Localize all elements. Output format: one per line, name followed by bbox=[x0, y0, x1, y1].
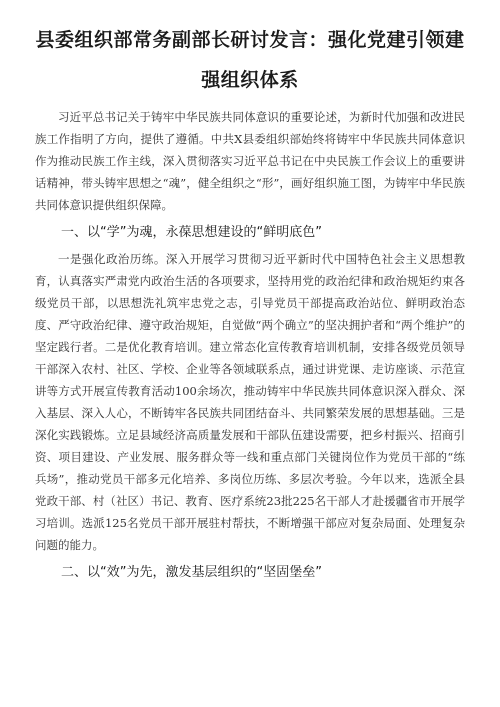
section-heading-2: 二、以“效”为先，激发基层组织的“坚固堡垒” bbox=[61, 565, 322, 580]
section-1-paragraph: 一是强化政治历练。深入开展学习贯彻习近平新时代中国特色社会主义思想教育，认真落实严肃党内政治生活的各项要求，坚持用党的政治纪律和政治规矩约束各级党员干部，以思想洗礼筑牢忠党之志，引导党员干部提高政治站位、鲜明政治态度、严守政治纪律、遵守政治规矩，自觉做“两个确立”的坚决拥护者和“两个维护”的坚定践行者。二是优化教育培训。建立常态化宣传教育培训机制，安排各级党员领导干部深入农村、社区、学校、企业等各领域联系点，通过讲党课、走访座谈、示范宣讲等方式开展宣传教育活动100余场次，推动铸牢中华民族共同体意识深入群众、深入基层、深入人心，不断铸牢各民族共同团结奋斗、共同繁荣发展的思想基础。三是深化实践锻炼。立足县域经济高质量发展和干部队伍建设需要，把乡村振兴、招商引资、项目建设、产业发展、服务群众等一线和重点部门关键岗位作为党员干部的“练兵场”，推动党员干部多元化培养、多岗位历练、多层次考验。今年以来，选派全县党政干部、村（社区）书记、教育、医疗系统23批225名干部人才赴援疆省市开展学习培训。选派125名党员干部开展驻村帮扶，不断增强干部应对复杂局面、处理复杂问题的能力。 bbox=[35, 252, 465, 552]
document-title: 县委组织部常务副部长研讨发言：强化党建引领建强组织体系 bbox=[35, 29, 465, 91]
section-heading-1: 一、以“学”为魂，永葆思想建设的“鲜明底色” bbox=[61, 225, 322, 240]
intro-paragraph: 习近平总书记关于铸牢中华民族共同体意识的重要论述，为新时代加强和改进民族工作指明了方向，提供了遵循。中共X县委组织部始终将铸牢中华民族共同体意识作为推动民族工作主线，深入贯彻落实习近平总书记在中央民族工作会议上的重要讲话精神，带头铸牢思想之“魂”，健全组织之“形”，画好组织施工图，为铸牢中华民族共同体意识提供组织保障。 bbox=[35, 110, 465, 212]
